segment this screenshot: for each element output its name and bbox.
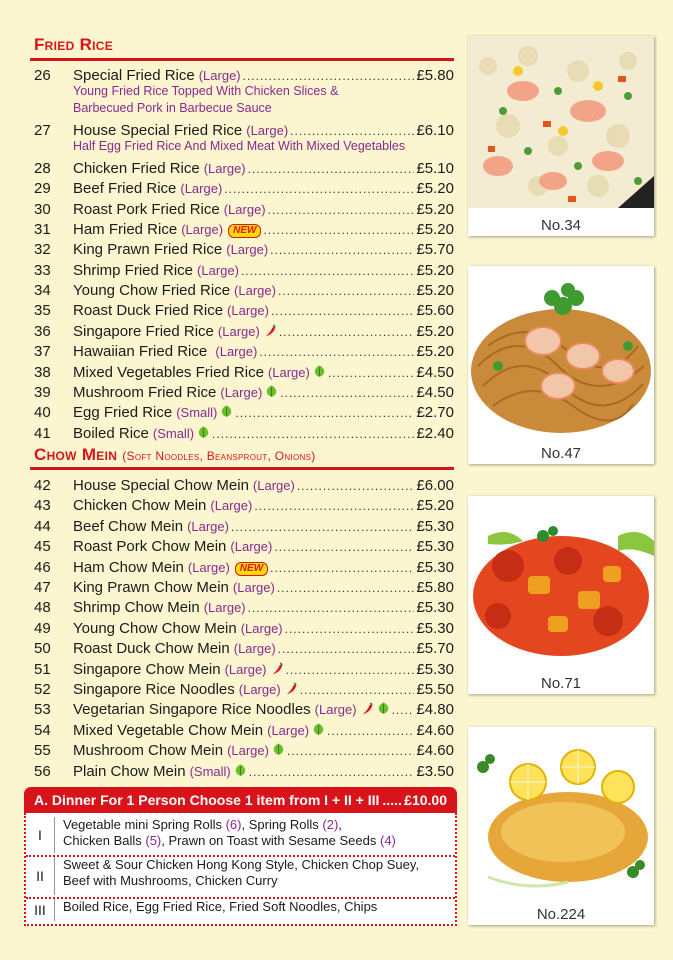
dinner-options-box xyxy=(24,813,457,926)
item-price: £5.20 xyxy=(416,200,454,218)
item-name-group xyxy=(73,619,283,639)
dot-leader xyxy=(277,578,415,598)
item-number: 52 xyxy=(34,681,51,698)
item-name-group xyxy=(73,639,276,659)
menu-item-34 xyxy=(34,281,454,301)
dot-leader xyxy=(274,537,414,557)
item-price: £5.30 xyxy=(416,538,454,556)
photo-card-71 xyxy=(468,496,654,694)
menu-item-53 xyxy=(34,700,454,720)
dinner-option-quantity: (4) xyxy=(379,833,396,848)
item-size: (Large) xyxy=(187,518,229,534)
vegetarian-leaf-icon xyxy=(313,364,326,378)
dinner-option-quantity: (2) xyxy=(322,817,339,832)
item-number: 26 xyxy=(34,67,51,84)
item-number: 32 xyxy=(34,241,51,259)
dinner-option-quantity: (6) xyxy=(225,817,242,832)
dot-leader xyxy=(268,200,415,220)
roman-numeral: II xyxy=(36,868,44,884)
item-price: £5.10 xyxy=(416,160,454,177)
dot-leader xyxy=(248,598,415,618)
item-name-group xyxy=(73,240,268,260)
menu-item-48 xyxy=(34,598,454,618)
item-name-group xyxy=(73,179,222,199)
item-size: (Large) xyxy=(203,161,246,176)
item-name-group xyxy=(73,363,326,383)
item-price: £5.30 xyxy=(416,619,454,637)
dot-leader xyxy=(263,220,414,240)
item-number: 27 xyxy=(34,122,51,139)
vegetarian-leaf-icon xyxy=(265,384,278,398)
dinner-offer-price: £10.00 xyxy=(404,792,447,808)
photo-caption: No.224 xyxy=(536,906,586,923)
item-name-group xyxy=(73,159,246,179)
menu-item-54 xyxy=(34,721,454,741)
menu-item-43 xyxy=(34,496,454,516)
chili-icon xyxy=(271,662,284,675)
menu-item-30 xyxy=(34,200,454,220)
item-name-group xyxy=(73,476,295,496)
dot-leader xyxy=(249,762,415,782)
item-name-group xyxy=(73,403,233,423)
dot-leader xyxy=(392,700,415,720)
item-name-group xyxy=(73,762,247,782)
item-name-group xyxy=(73,741,285,761)
dinner-option-line xyxy=(63,899,377,915)
item-name-group xyxy=(73,322,277,342)
item-name-group xyxy=(73,220,261,240)
item-name: Mushroom Chow Mein xyxy=(73,742,224,760)
item-size: (Large) xyxy=(240,620,283,636)
item-price: £4.50 xyxy=(416,363,454,381)
chow-mein-title xyxy=(34,445,316,465)
menu-item-29 xyxy=(34,179,454,199)
item-name: Beef Chow Mein xyxy=(73,517,184,535)
chow-mein-subtitle: (Soft Noodles, Beansprout, Onions) xyxy=(122,449,316,463)
dinner-offer-label: A. Dinner For 1 Person Choose 1 item from I + II + III xyxy=(34,792,380,808)
item-size: (Large) xyxy=(227,303,269,319)
menu-item-52 xyxy=(34,680,454,700)
item-name: Ham Fried Rice xyxy=(73,221,178,239)
dot-leader xyxy=(270,558,414,578)
item-number: 49 xyxy=(34,619,51,637)
menu-item-37 xyxy=(34,342,454,362)
photo-card-47 xyxy=(468,266,654,464)
item-name-group xyxy=(73,578,275,598)
menu-item-41 xyxy=(34,424,454,444)
item-number: 46 xyxy=(34,558,51,576)
item-name-group xyxy=(73,496,252,516)
item-size: (Large) xyxy=(233,641,276,657)
item-price: £5.30 xyxy=(416,660,454,678)
item-name-group xyxy=(73,517,229,537)
menu-item-55 xyxy=(34,741,454,761)
menu-item-45 xyxy=(34,537,454,557)
menu-item-49 xyxy=(34,619,454,639)
item-name: Roast Pork Chow Mein xyxy=(73,538,227,556)
menu-item-33 xyxy=(34,261,454,281)
dinner-option-segment: Sweet & Sour Chicken Hong Kong Style, Chicken Chop Suey, xyxy=(63,857,420,872)
item-number: 31 xyxy=(34,221,51,239)
dinner-option-line xyxy=(63,817,396,833)
dinner-option-line xyxy=(63,857,419,873)
item-size: (Large) xyxy=(197,262,239,278)
item-name: King Prawn Chow Mein xyxy=(73,579,229,596)
dot-leader xyxy=(300,680,415,700)
roman-numeral: III xyxy=(34,902,46,918)
item-size: (Large) xyxy=(187,559,230,575)
vegetarian-leaf-icon xyxy=(197,425,210,439)
item-name-group xyxy=(73,721,325,741)
new-badge: NEW xyxy=(228,224,261,238)
dot-leader xyxy=(327,721,414,741)
item-number: 41 xyxy=(34,424,51,442)
dinner-option-row xyxy=(26,899,455,921)
item-price: £5.20 xyxy=(416,343,454,361)
dinner-option-segment: Boiled Rice, Egg Fried Rice, Fried Soft Noodles, Chips xyxy=(63,899,378,914)
item-name: Special Fried Rice xyxy=(73,67,195,84)
item-size: (Large) xyxy=(220,384,263,400)
item-size: (Large) xyxy=(246,123,289,138)
dinner-option-row xyxy=(26,857,455,895)
dinner-option-segment: Chicken Balls xyxy=(63,833,146,848)
menu-item-56 xyxy=(34,762,454,782)
dinner-option-line xyxy=(63,833,396,849)
item-name-group xyxy=(73,537,272,557)
item-name: Hawaiian Fried Rice xyxy=(73,343,212,361)
item-number: 38 xyxy=(34,363,51,381)
fried-rice-title: Fried Rice xyxy=(34,35,114,54)
dot-leader xyxy=(278,281,415,301)
dot-leader xyxy=(259,342,414,362)
chili-icon xyxy=(361,702,374,715)
fried-rice-rule xyxy=(30,58,454,61)
item-name: Young Chow Chow Mein xyxy=(73,619,237,637)
item-number: 29 xyxy=(34,180,51,198)
item-number: 45 xyxy=(34,538,51,556)
dot-leader xyxy=(224,179,414,199)
item-price: £4.50 xyxy=(416,383,454,401)
menu-item-35 xyxy=(34,301,454,321)
item-name: Shrimp Chow Mein xyxy=(73,599,200,617)
item-number: 48 xyxy=(34,599,51,617)
dot-leader xyxy=(212,424,414,444)
item-price: £5.60 xyxy=(416,302,454,320)
item-name-group xyxy=(73,383,278,403)
photo-card-34 xyxy=(468,36,654,236)
item-name: House Special Chow Mein xyxy=(73,477,249,494)
item-name: Mixed Vegetable Chow Mein xyxy=(73,721,264,739)
item-number: 36 xyxy=(34,322,51,340)
item-number: 50 xyxy=(34,640,51,658)
item-price: £5.20 xyxy=(416,497,454,515)
dinner-option-segment: , Spring Rolls xyxy=(241,817,323,832)
menu-item-42 xyxy=(34,476,454,496)
item-size: (Large) xyxy=(215,344,258,360)
item-price: £5.20 xyxy=(416,180,454,198)
item-number: 37 xyxy=(34,343,51,361)
dinner-option-row xyxy=(26,817,455,853)
dot-leader xyxy=(248,159,415,179)
dot-leader xyxy=(235,403,414,423)
item-size: (Large) xyxy=(217,323,260,339)
item-description: Barbecued Pork in Barbecue Sauce xyxy=(73,101,272,115)
fried-rice-photo-icon xyxy=(468,36,654,208)
item-size: (Small) xyxy=(189,763,231,779)
dinner-option-text xyxy=(54,857,419,895)
menu-item-36 xyxy=(34,322,454,342)
item-name: Beef Fried Rice xyxy=(73,180,177,198)
item-name: Singapore Chow Mein xyxy=(73,660,221,678)
item-number: 47 xyxy=(34,579,51,596)
item-price: £5.30 xyxy=(416,558,454,576)
item-price: £5.30 xyxy=(416,517,454,535)
dinner-option-text xyxy=(54,899,377,921)
item-number: 51 xyxy=(34,660,51,678)
photo-caption: No.34 xyxy=(540,217,582,234)
chili-icon xyxy=(264,324,277,337)
item-size: (Large) xyxy=(198,68,241,83)
noodles-photo-icon xyxy=(468,266,654,438)
item-name: Plain Chow Mein xyxy=(73,762,186,780)
vegetarian-leaf-icon xyxy=(234,763,247,777)
dot-leader xyxy=(278,639,415,659)
item-size: (Small) xyxy=(176,405,218,421)
roman-numeral: I xyxy=(38,827,42,843)
dot-leader xyxy=(254,496,414,516)
chow-mein-title-text: Chow Mein xyxy=(34,445,118,464)
chow-mein-rule xyxy=(30,467,454,470)
item-number: 40 xyxy=(34,404,51,422)
menu-item-31 xyxy=(34,220,454,240)
vegetarian-leaf-icon xyxy=(272,742,285,756)
item-size: (Large) xyxy=(234,283,276,299)
item-number: 53 xyxy=(34,701,51,719)
item-size: (Large) xyxy=(224,661,267,677)
item-name-group xyxy=(73,200,266,220)
item-description: Young Fried Rice Topped With Chicken Slices & xyxy=(73,84,339,98)
item-size: (Large) xyxy=(314,702,357,718)
item-size: (Large) xyxy=(226,242,269,258)
item-size: (Large) xyxy=(252,478,295,493)
item-size: (Large) xyxy=(230,539,273,555)
dot-leader xyxy=(241,261,415,281)
dot-leader xyxy=(231,517,414,537)
chili-icon xyxy=(285,682,298,695)
item-number: 55 xyxy=(34,742,51,760)
menu-item-32 xyxy=(34,240,454,260)
item-name: Roast Pork Fried Rice xyxy=(73,200,220,218)
item-price: £5.30 xyxy=(416,599,454,617)
item-name-group xyxy=(73,342,257,362)
item-price: £6.10 xyxy=(416,122,454,139)
item-number: 43 xyxy=(34,497,51,515)
item-size: (Large) xyxy=(203,600,246,616)
item-size: (Large) xyxy=(267,364,310,380)
item-price: £4.60 xyxy=(416,721,454,739)
item-number: 54 xyxy=(34,721,51,739)
dot-leader xyxy=(286,660,415,680)
item-name: Shrimp Fried Rice xyxy=(73,261,194,279)
item-name-group xyxy=(73,261,239,281)
item-name: Roast Duck Fried Rice xyxy=(73,302,224,320)
item-price: £2.70 xyxy=(416,404,454,422)
item-name-group xyxy=(73,558,268,578)
item-price: £4.60 xyxy=(416,742,454,760)
item-name: King Prawn Fried Rice xyxy=(73,241,223,259)
item-size: (Large) xyxy=(267,722,310,738)
item-price: £5.20 xyxy=(416,282,454,300)
item-name: House Special Fried Rice xyxy=(73,122,243,139)
menu-item-50 xyxy=(34,639,454,659)
dot-leader xyxy=(280,383,414,403)
vegetarian-leaf-icon xyxy=(312,722,325,736)
item-size: (Small) xyxy=(152,425,195,441)
lemon-chicken-photo-icon xyxy=(468,727,654,899)
menu-item-39 xyxy=(34,383,454,403)
item-price: £6.00 xyxy=(416,477,454,494)
item-name-group xyxy=(73,424,210,444)
item-name: Vegetarian Singapore Rice Noodles xyxy=(73,701,311,719)
item-name: Singapore Fried Rice xyxy=(73,322,214,340)
dinner-offer-bar xyxy=(24,787,457,813)
item-number: 35 xyxy=(34,302,51,320)
dinner-offer-dots xyxy=(382,792,401,808)
item-size: (Large) xyxy=(223,201,266,217)
dot-leader xyxy=(271,301,414,321)
photo-caption: No.47 xyxy=(540,445,582,462)
item-name: Roast Duck Chow Mein xyxy=(73,640,230,658)
item-number: 34 xyxy=(34,282,51,300)
item-description: Half Egg Fried Rice And Mixed Meat With Mixed Vegetables xyxy=(73,139,406,153)
menu-item-38 xyxy=(34,363,454,383)
item-number: 33 xyxy=(34,261,51,279)
item-price: £5.50 xyxy=(416,681,454,698)
new-badge: NEW xyxy=(235,562,268,576)
item-name-group xyxy=(73,700,390,720)
item-size: (Large) xyxy=(238,682,281,697)
item-price: £5.20 xyxy=(416,261,454,279)
dinner-option-segment: , xyxy=(338,817,342,832)
item-name: Ham Chow Mein xyxy=(73,558,184,576)
item-name: Chicken Fried Rice xyxy=(73,160,200,177)
item-name-group xyxy=(73,680,298,700)
dot-leader xyxy=(270,240,414,260)
photo-card-224 xyxy=(468,727,654,925)
dinner-option-segment: Vegetable mini Spring Rolls xyxy=(63,817,226,832)
item-size: (Large) xyxy=(180,181,223,197)
item-size: (Large) xyxy=(210,498,253,514)
item-name: Egg Fried Rice xyxy=(73,404,173,422)
item-price: £5.20 xyxy=(416,322,454,340)
item-price: £3.50 xyxy=(416,762,454,780)
item-price: £5.80 xyxy=(416,579,454,596)
menu-item-28 xyxy=(34,159,454,179)
item-name: Young Chow Fried Rice xyxy=(73,282,231,300)
vegetarian-leaf-icon xyxy=(377,701,390,715)
item-price: £5.70 xyxy=(416,241,454,259)
dot-leader xyxy=(328,363,415,383)
item-number: 39 xyxy=(34,383,51,401)
item-number: 28 xyxy=(34,160,51,177)
item-price: £5.20 xyxy=(416,221,454,239)
dot-leader xyxy=(285,619,415,639)
item-number: 56 xyxy=(34,762,51,780)
dinner-option-text xyxy=(54,817,396,853)
dot-leader xyxy=(297,476,415,496)
dot-leader xyxy=(287,741,414,761)
item-number: 44 xyxy=(34,517,51,535)
item-name-group xyxy=(73,660,284,680)
vegetarian-leaf-icon xyxy=(220,404,233,418)
item-price: £2.40 xyxy=(416,424,454,442)
item-price: £4.80 xyxy=(416,701,454,719)
item-name: Mixed Vegetables Fried Rice xyxy=(73,363,264,381)
item-name-group xyxy=(73,598,246,618)
item-size: (Large) xyxy=(227,743,269,759)
item-name-group xyxy=(73,301,269,321)
item-price: £5.70 xyxy=(416,640,454,658)
dinner-option-segment: Beef with Mushrooms, Chicken Curry xyxy=(63,873,278,888)
item-number: 42 xyxy=(34,477,51,494)
menu-item-46 xyxy=(34,558,454,578)
item-name: Chicken Chow Mein xyxy=(73,497,207,515)
menu-item-40 xyxy=(34,403,454,423)
dinner-option-segment: , Prawn on Toast with Sesame Seeds xyxy=(161,833,380,848)
item-size: (Large) xyxy=(181,222,224,238)
item-size: (Large) xyxy=(232,580,275,595)
menu-item-51 xyxy=(34,660,454,680)
item-price: £5.80 xyxy=(416,67,454,84)
dinner-option-line xyxy=(63,873,419,889)
dot-leader xyxy=(279,322,415,342)
item-number: 30 xyxy=(34,200,51,218)
item-name-group xyxy=(73,281,276,301)
sweet-sour-photo-icon xyxy=(468,496,654,668)
menu-item-44 xyxy=(34,517,454,537)
dinner-option-quantity: (5) xyxy=(145,833,162,848)
photo-caption: No.71 xyxy=(540,675,582,692)
item-name: Boiled Rice xyxy=(73,424,149,442)
menu-item-47 xyxy=(34,578,454,598)
item-name: Mushroom Fried Rice xyxy=(73,383,217,401)
item-name: Singapore Rice Noodles xyxy=(73,681,235,698)
